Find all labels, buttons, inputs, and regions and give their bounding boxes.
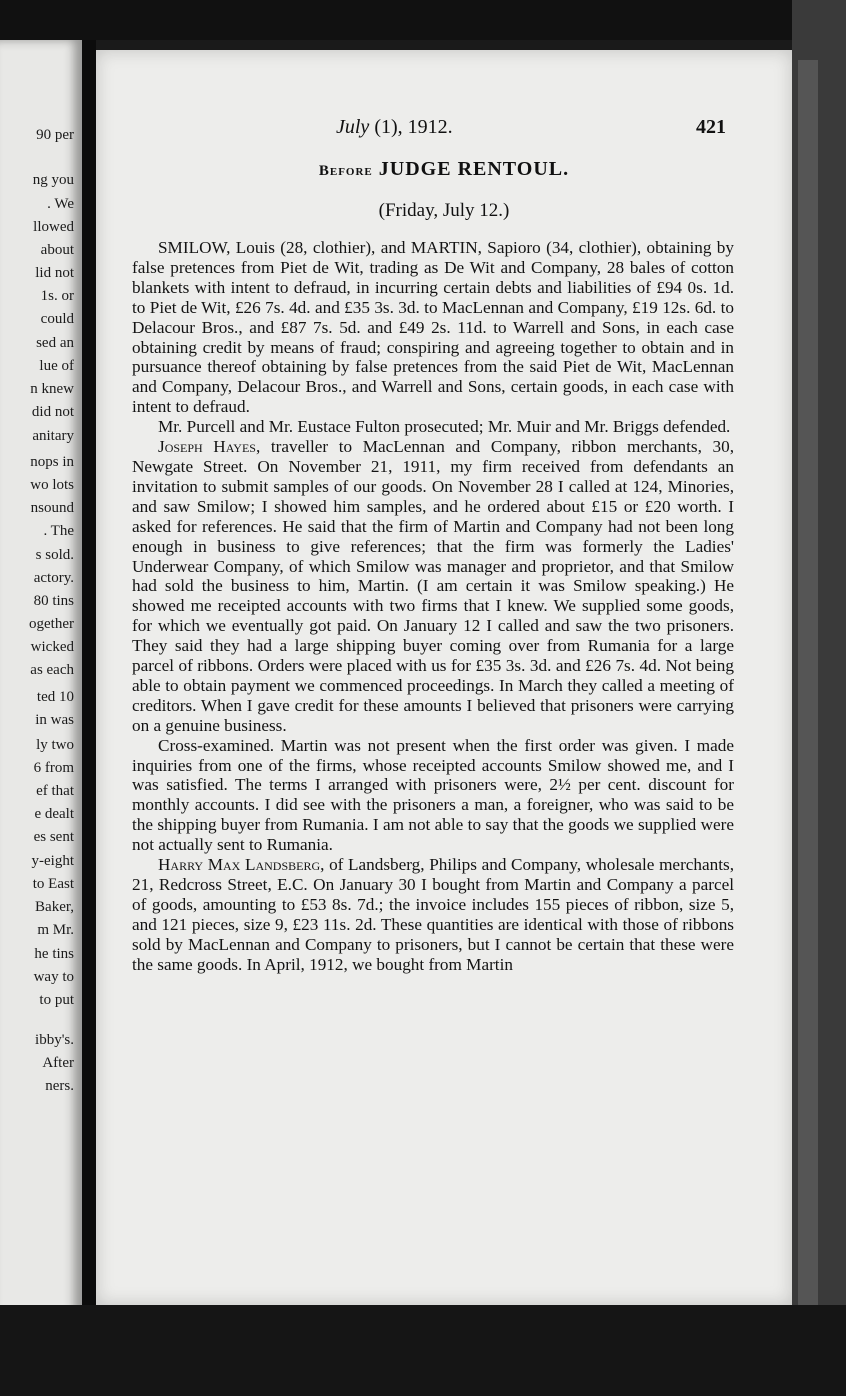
witness-name: Harry Max Landsberg [158, 855, 321, 875]
facing-page-text-fragment: ly two [36, 737, 74, 753]
scan-top-border [0, 0, 846, 40]
facing-page-text-fragment: actory. [33, 570, 74, 586]
facing-page-text-fragment: in was [35, 712, 74, 728]
witness-hayes-paragraph [132, 437, 734, 736]
facing-page-text-fragment: could [40, 311, 74, 327]
facing-page-text-fragment: 80 tins [33, 593, 74, 609]
scan-bottom-border [0, 1305, 846, 1396]
facing-page-text-fragment: 1s. or [40, 288, 74, 304]
facing-page-text-fragment: 6 from [33, 760, 74, 776]
court-heading [96, 158, 792, 181]
facing-page-text-fragment: . We [47, 196, 74, 212]
counsel-paragraph: Mr. Purcell and Mr. Eustace Fulton prosecuted; Mr. Muir and Mr. Briggs defended. [158, 417, 731, 437]
case-text [132, 238, 734, 975]
facing-page-text-fragment: s sold. [35, 547, 74, 563]
facing-page-text-fragment: wicked [30, 639, 74, 655]
running-header [96, 116, 792, 142]
running-head-date: July (1), 1912. [336, 116, 453, 138]
facing-page-text-fragment: es sent [33, 829, 74, 845]
court-before: Before [318, 163, 373, 179]
facing-page-text-fragment: sed an [36, 335, 74, 351]
facing-page-text-fragment: anitary [32, 428, 74, 444]
facing-page-text-fragment: y-eight [31, 853, 74, 869]
session-date: (Friday, July 12.) [378, 200, 510, 221]
facing-page-text-fragment: ng you [32, 172, 74, 188]
facing-page-text-fragment: did not [31, 404, 74, 420]
facing-page-text-fragment: ef that [36, 783, 74, 799]
witness-name: Joseph Hayes [158, 437, 256, 457]
facing-page-text-fragment: lid not [35, 265, 74, 281]
facing-page-text-fragment: way to [33, 969, 74, 985]
facing-page-text-fragment: to put [39, 992, 74, 1008]
facing-page-text-fragment: n knew [30, 381, 74, 397]
facing-page-text-fragment: 90 per [36, 127, 74, 143]
witness-landsberg-paragraph [132, 855, 734, 974]
scan-right-border [792, 0, 846, 1396]
facing-page-fragment [0, 40, 82, 1360]
facing-page-text-fragment: lue of [39, 358, 74, 374]
facing-page-text-fragment: he tins [34, 946, 74, 962]
judge-name: JUDGE RENTOUL. [378, 158, 570, 180]
facing-page-text-fragment: ogether [29, 616, 74, 632]
facing-page-text-fragment: about [40, 242, 74, 258]
facing-page-text-fragment: to East [32, 876, 74, 892]
document-page [96, 50, 792, 1305]
facing-page-text-fragment: nops in [30, 454, 74, 470]
facing-page-text-fragment: ibby's. [35, 1032, 74, 1048]
facing-page-text-fragment: After [42, 1055, 74, 1071]
facing-page-text-fragment: llowed [33, 219, 74, 235]
facing-page-text-fragment: as each [30, 662, 74, 678]
page-number: 421 [696, 116, 726, 138]
cross-examination-paragraph: Cross-examined. Martin was not present when the first order was given. I made inquiries from one of the firms, whose receipted accounts Smilow showed me, and I was satisfied. The terms I arranged with prisoners were, 2½ per cent. discount for monthly accounts. I did see with the prisoners a man, a foreigner, who was said to be the shipping buyer from Rumania. I am not able to say that the goods we supplied were not actually sent to Rumania. [132, 735, 734, 855]
facing-page-text-fragment: m Mr. [37, 922, 74, 938]
witness-testimony: , traveller to MacLennan and Company, ribbon merchants, 30, Newgate Street. On November 21, 1911, my firm received from defendants an invitation to submit samples of our goods. On November 28 I called at 124, Minories, and saw Smilow; I showed him samples, and he ordered about £15 or £20 worth. I asked for references. He said that the firm of Martin and Company had not been long enough in business to give references; that the firm was formerly the Ladies' Underwear Company, of which Smilow was manager and proprietor, and that Smilow had sold the business to him, Martin. (I am certain it was Smilow speaking.) He showed me receipted accounts with two firms that I knew. We supplied some goods, for which we eventually got paid. On January 12 I called and saw the two prisoners. They said they had a large shipping buyer coming over from Rumania for a large parcel of ribbons. Orders were placed with us for £35 3s. 3d. and £26 7s. 4d. Not being able to obtain payment we commenced proceedings. In March they called a meeting of creditors. When I gave credit for these amounts I believed that prisoners were carrying on a genuine business. [132, 437, 734, 735]
facing-page-text-fragment: Baker, [35, 899, 74, 915]
indictment-paragraph: SMILOW, Louis (28, clothier), and MARTIN, Sapioro (34, clothier), obtaining by false pretences from Piet de Wit, trading as De Wit and Company, 28 bales of cotton blankets with intent to defraud, in incurring certain debts and liabilities of £94 0s. 1d. to Piet de Wit, £26 7s. 4d. and £35 3s. 3d. to MacLennan and Company, £19 12s. 6d. to Delacour Bros., and £87 7s. 5d. and £49 2s. 11d. to Warrell and Sons, in each case obtaining credit by means of fraud; conspiring and agreeing together to obtain and in pursuance thereof obtaining by false pretences from the said Piet de Wit, MacLennan and Company, Delacour Bros., and Warrell and Sons, certain goods, in each case with intent to defraud. [132, 238, 734, 417]
facing-page-text-fragment: e dealt [34, 806, 74, 822]
book-spine [82, 40, 96, 1360]
facing-page-text-fragment: wo lots [30, 477, 74, 493]
facing-page-text-fragment: ted 10 [36, 689, 74, 705]
facing-page-text-fragment: nsound [30, 500, 74, 516]
witness-testimony: , of Landsberg, Philips and Company, wholesale merchants, 21, Redcross Street, E.C. On January 30 I bought from Martin and Company a parcel of goods, amounting to £53 8s. 7d.; the invoice includes 155 pieces of ribbon, size 5, and 121 pieces, size 9, £23 11s. 2d. These quantities are identical with those of ribbons sold by MacLennan and Company to prisoners, but I cannot be certain that these were the same goods. In April, 1912, we bought from Martin [132, 855, 734, 974]
facing-page-text-fragment: ners. [45, 1078, 74, 1094]
facing-page-text-fragment: . The [43, 523, 74, 539]
